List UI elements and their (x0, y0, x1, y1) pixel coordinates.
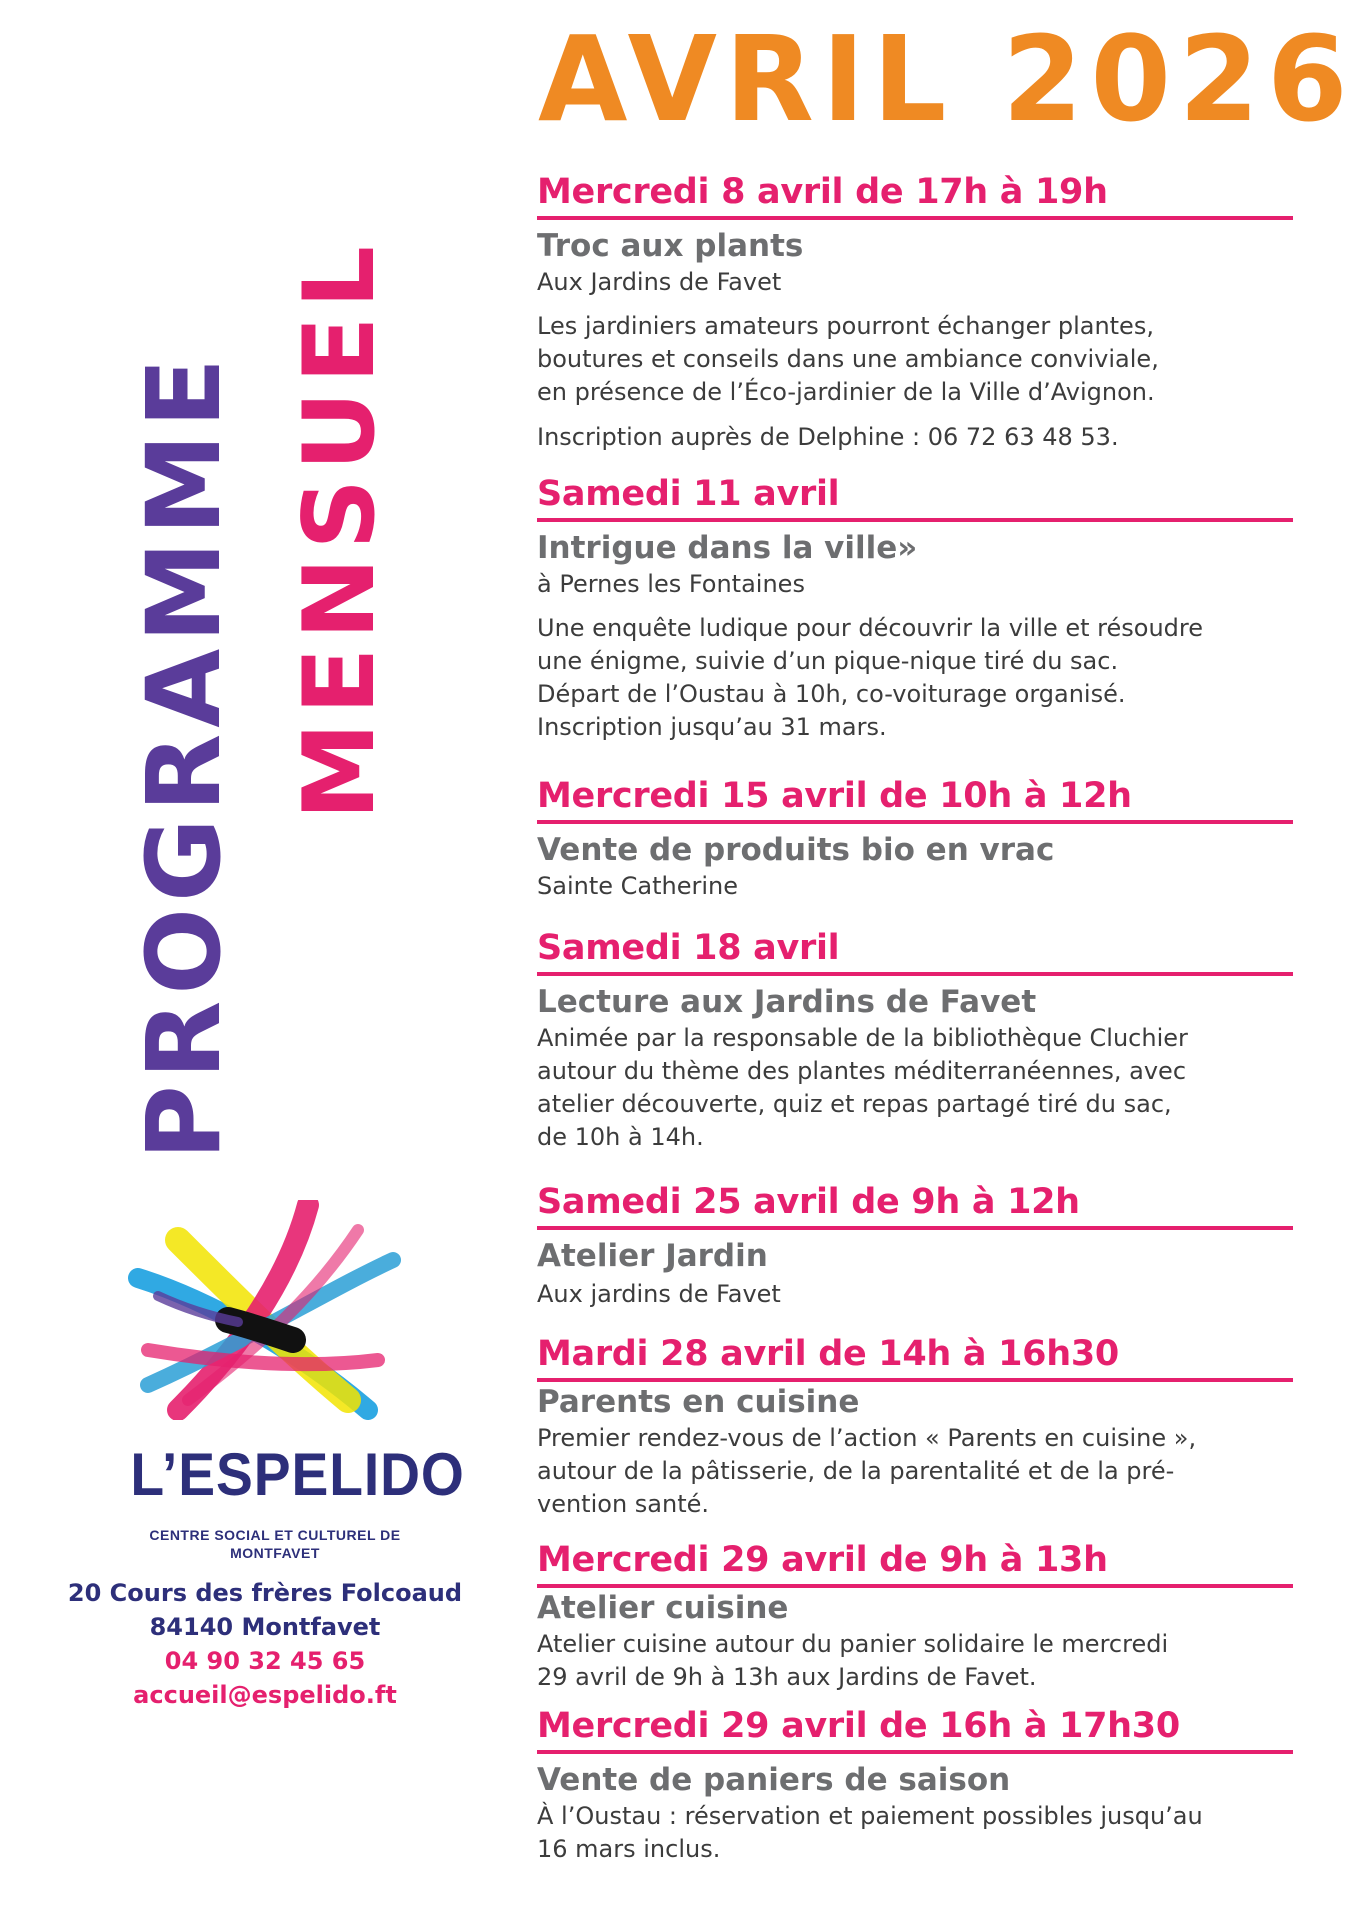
event-title: Atelier cuisine (537, 1590, 789, 1626)
event-item (537, 926, 1293, 1154)
event-description (537, 1800, 1293, 1866)
description-line: en présence de l’Éco-jardinier de la Ville d’Avignon. (537, 378, 1155, 406)
event-title: Vente de produits bio en vrac (537, 832, 1055, 868)
vertical-title-programme: PROGRAMME (125, 352, 244, 1160)
event-date: Samedi 25 avril de 9h à 12h (537, 1180, 1293, 1230)
event-date: Mercredi 8 avril de 17h à 19h (537, 170, 1293, 220)
event-location: Aux Jardins de Favet (537, 268, 782, 296)
description-line: atelier découverte, quiz et repas partagé tiré du sac, (537, 1090, 1172, 1118)
event-description (537, 1022, 1293, 1154)
vertical-title-mensuel: MENSUEL (283, 237, 397, 820)
event-item (537, 1538, 1293, 1694)
description-line: Départ de l’Oustau à 10h, co-voiturage organisé. (537, 680, 1126, 708)
logo-name: L’ESPELIDO (130, 1441, 465, 1508)
event-item (537, 1332, 1293, 1521)
description-line: Animée par la responsable de la bibliothèque Cluchier (537, 1024, 1188, 1052)
description-line: À l’Oustau : réservation et paiement possibles jusqu’au (537, 1802, 1203, 1830)
description-line: Atelier cuisine autour du panier solidaire le mercredi (537, 1630, 1169, 1658)
month-title: AVRIL 2026 (538, 10, 1356, 148)
espelido-logo-icon (118, 1200, 418, 1420)
event-title: Vente de paniers de saison (537, 1762, 1011, 1798)
event-location: Aux jardins de Favet (537, 1280, 781, 1308)
email-address[interactable]: accueil@espelido.ft (133, 1681, 397, 1709)
description-line: Une enquête ludique pour découvrir la ville et résoudre (537, 614, 1203, 642)
event-description (537, 310, 1293, 454)
description-line: Premier rendez-vous de l’action « Parents en cuisine », (537, 1424, 1197, 1452)
event-title: Intrigue dans la ville» (537, 530, 918, 566)
event-description (537, 1628, 1293, 1694)
event-title: Troc aux plants (537, 228, 804, 264)
event-title: Lecture aux Jardins de Favet (537, 984, 1037, 1020)
event-date: Mardi 28 avril de 14h à 16h30 (537, 1332, 1293, 1382)
event-date: Samedi 11 avril (537, 472, 1293, 522)
description-line: autour de la pâtisserie, de la parentalité et de la pré- (537, 1457, 1175, 1485)
event-date: Mercredi 29 avril de 9h à 13h (537, 1538, 1293, 1588)
description-line: une énigme, suivie d’un pique-nique tiré du sac. (537, 647, 1119, 675)
event-location: à Pernes les Fontaines (537, 570, 805, 598)
description-line: Les jardiniers amateurs pourront échanger plantes, (537, 312, 1154, 340)
description-line: autour du thème des plantes méditerranéennes, avec (537, 1057, 1187, 1085)
event-item (537, 1180, 1293, 1310)
event-item (537, 1704, 1293, 1866)
event-date: Mercredi 15 avril de 10h à 12h (537, 774, 1293, 824)
phone-number: 04 90 32 45 65 (164, 1647, 366, 1675)
description-line: de 10h à 14h. (537, 1123, 704, 1151)
contact-block (60, 1576, 470, 1712)
description-line: Inscription jusqu’au 31 mars. (537, 713, 887, 741)
description-line: Inscription auprès de Delphine : 06 72 63 48 53. (537, 423, 1119, 451)
address-line-2: 84140 Montfavet (149, 1613, 381, 1641)
event-description (537, 612, 1293, 744)
event-date: Mercredi 29 avril de 16h à 17h30 (537, 1704, 1293, 1754)
event-title: Parents en cuisine (537, 1384, 860, 1420)
event-item (537, 774, 1293, 902)
event-item (537, 170, 1293, 454)
event-date: Samedi 18 avril (537, 926, 1293, 976)
address-line-1: 20 Cours des frères Folcoaud (67, 1579, 463, 1607)
event-description (537, 1422, 1293, 1521)
logo-subtitle: CENTRE SOCIAL ET CULTUREL DE MONTFAVET (149, 1527, 401, 1561)
description-line: 16 mars inclus. (537, 1835, 721, 1863)
event-item (537, 472, 1293, 744)
description-line: boutures et conseils dans une ambiance conviviale, (537, 345, 1159, 373)
event-title: Atelier Jardin (537, 1238, 768, 1274)
event-location: Sainte Catherine (537, 872, 738, 900)
description-line: 29 avril de 9h à 13h aux Jardins de Favet. (537, 1663, 1037, 1691)
description-line: vention santé. (537, 1490, 710, 1518)
